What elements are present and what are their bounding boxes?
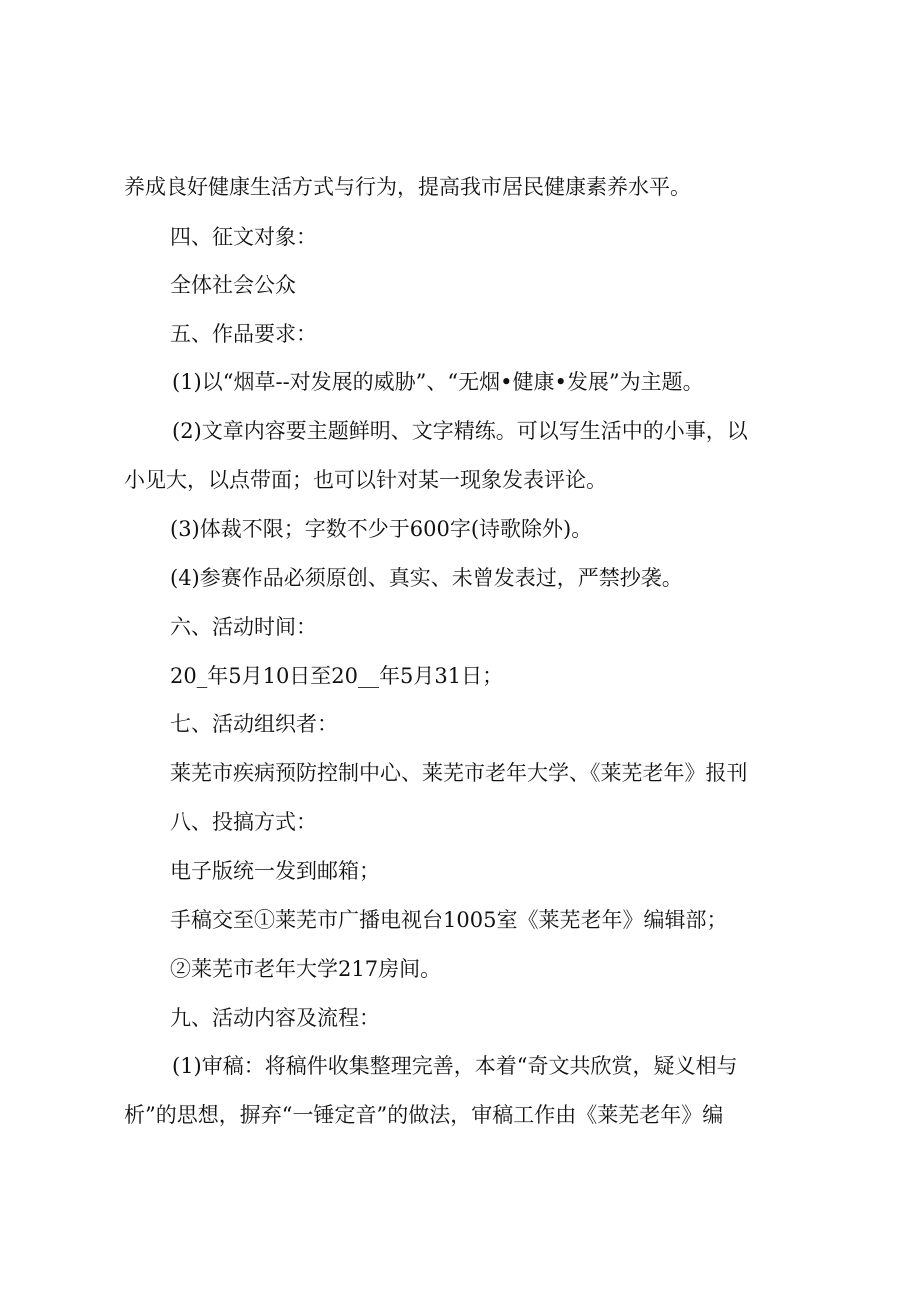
list-item: (1)以“烟草--对发展的威胁”、“无烟•健康•发展”为主题。 (172, 370, 704, 394)
text-line: 养成良好健康生活方式与行为，提高我市居民健康素养水平。 (124, 175, 691, 199)
section-heading: 七、活动组织者： (170, 712, 338, 736)
text-line: 析”的思想，摒弃“一锤定音”的做法，审稿工作由《莱芜老年》编 (124, 1103, 724, 1127)
section-heading: 四、征文对象： (170, 225, 317, 249)
section-heading: 六、活动时间： (170, 615, 317, 639)
text-line: 全体社会公众 (170, 273, 296, 297)
section-heading: 五、作品要求： (170, 322, 317, 346)
text-line: 20_年5月10日至20__年5月31日； (170, 664, 504, 688)
list-item: (3)体裁不限；字数不少于600字(诗歌除外)。 (170, 517, 593, 541)
list-item: (2)文章内容要主题鲜明、文字精练。可以写生活中的小事，以 (172, 419, 748, 443)
text-line: 手稿交至①莱芜市广播电视台1005室《莱芜老年》编辑部； (170, 908, 728, 932)
text-line: 电子版统一发到邮箱； (170, 859, 380, 883)
text-line: 小见大，以点带面；也可以针对某一现象发表评论。 (124, 468, 607, 492)
section-heading: 八、投搞方式： (170, 810, 317, 834)
section-heading: 九、活动内容及流程： (170, 1006, 380, 1030)
text-line: 莱芜市疾病预防控制中心、莱芜市老年大学、《莱芜老年》报刊 (170, 761, 748, 785)
list-item: (4)参赛作品必须原创、真实、未曾发表过，严禁抄袭。 (170, 566, 683, 590)
list-item: (1)审稿：将稿件收集整理完善，本着“奇文共欣赏，疑义相与 (172, 1054, 738, 1078)
text-line: ②莱芜市老年大学217房间。 (170, 957, 442, 981)
